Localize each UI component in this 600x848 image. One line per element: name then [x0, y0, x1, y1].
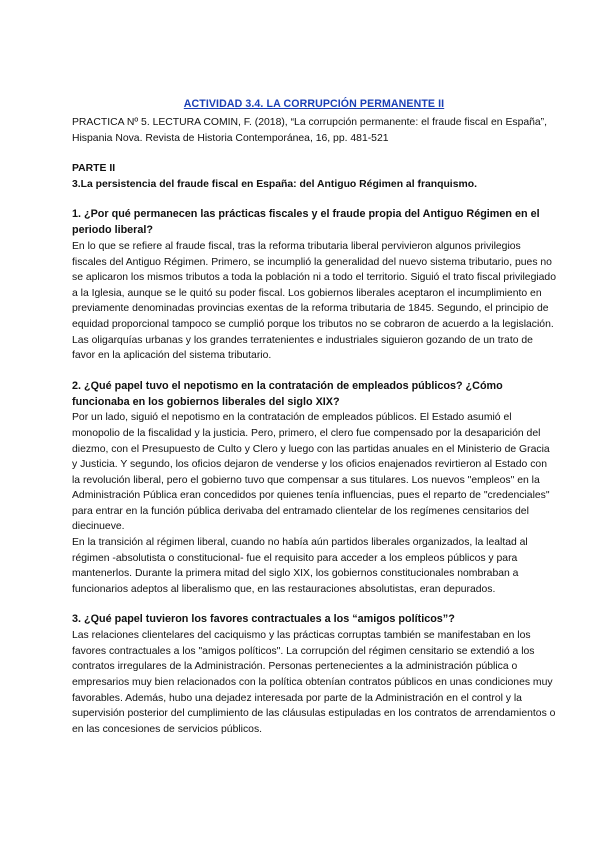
section-subtitle: 3.La persistencia del fraude fiscal en España: del Antiguo Régimen al franquismo.	[72, 178, 477, 190]
answer-2-paragraph-2: En la transición al régimen liberal, cuando no había aún partidos liberales organizados, la lealtad al régimen -absolutista o constitucional- fue el requisito para acceder a los empleos públicos y para mantenerlos. Durante la primera mitad del siglo XIX, los gobiernos constitucionales nombraban a funcionarios adeptos al liberalismo que, en las restauraciones absolutistas, eran depurados.	[72, 537, 528, 595]
answer-3: Las relaciones clientelares del caciquismo y las prácticas corruptas también se manifestaban en los favores contractuales a los "amigos políticos". La corrupción del régimen censitario se extendió a los contratos irregulares de la Administración. Personas pertenecientes a la administración pública o empresarios muy bien relacionados con la política obtenían contratos públicos en unas condiciones muy favorables. Además, hubo una dejadez interesada por parte de la Administración en el control y la supervisión posterior del cumplimiento de las cláusulas estipuladas en los contratos de arrendamientos o en las concesiones de servicios públicos.	[72, 630, 556, 735]
question-3: 3. ¿Qué papel tuvieron los favores contractuales a los “amigos políticos”?	[72, 613, 455, 626]
part-heading: PARTE II	[72, 163, 116, 175]
answer-1: En lo que se refiere al fraude fiscal, tras la reforma tributaria liberal pervivieron algunos privilegios fiscales del Antiguo Régimen. Primero, se incumplió la generalidad del nuevo sistema tributario, pues no se aplicaron los mismos tributos a toda la población ni a todo el territorio. Siguió el trato fiscal privilegiado a la Iglesia, aunque se le quitó su poder fiscal. Los gobiernos liberales aceptaron el incumplimiento en previamente denominadas provincias exentas de la reforma tributaria de 1845. Segundo, el principio de equidad proporcional tampoco se cumplió porque los tributos no se cobraron de acuerdo a la legislación. Las oligarquías urbanas y los grandes terratenientes e industriales siguieron gozando de un trato de favor en la aplicación del sistema tributario.	[72, 240, 556, 362]
question-1: 1. ¿Por qué permanecen las prácticas fiscales y el fraude propia del Antiguo Régimen en el periodo liberal?	[72, 208, 540, 237]
question-2: 2. ¿Qué papel tuvo el nepotismo en la contratación de empleados públicos? ¿Cómo funcionaba en los gobiernos liberales del siglo XIX?	[72, 379, 503, 408]
question-block-1	[72, 207, 556, 363]
answer-2-paragraph-1: Por un lado, siguió el nepotismo en la contratación de empleados públicos. El Estado asumió el monopolio de la fiscalidad y la justicia. Pero, primero, el clero fue compensado por la desaparición del diezmo, con el Presupuesto de Culto y Clero y luego con las partidas anuales en el Ministerio de Gracia y Justicia. Y segundo, los oficios dejaron de venderse y los oficios enajenados revirtieron al Estado con la revolución liberal, pero el gobierno tuvo que compensar a sus titulares. Los nuevos "empleos" en la Administración Pública eran concedidos por quienes tenía influencias, pues el reparto de "credenciales" para entrar en la función pública derivaba del entramado clientelar de los regímenes censitarios del diecinueve.	[72, 412, 550, 533]
question-block-2	[72, 379, 556, 598]
document-title: ACTIVIDAD 3.4. LA CORRUPCIÓN PERMANENTE II	[183, 98, 445, 110]
reading-reference: PRACTICA Nº 5. LECTURA COMIN, F. (2018), “La corrupción permanente: el fraude fiscal en España”, Hispania Nova. Revista de Historia Contemporánea, 16, pp. 481-521	[72, 117, 548, 144]
question-block-3	[72, 612, 556, 737]
